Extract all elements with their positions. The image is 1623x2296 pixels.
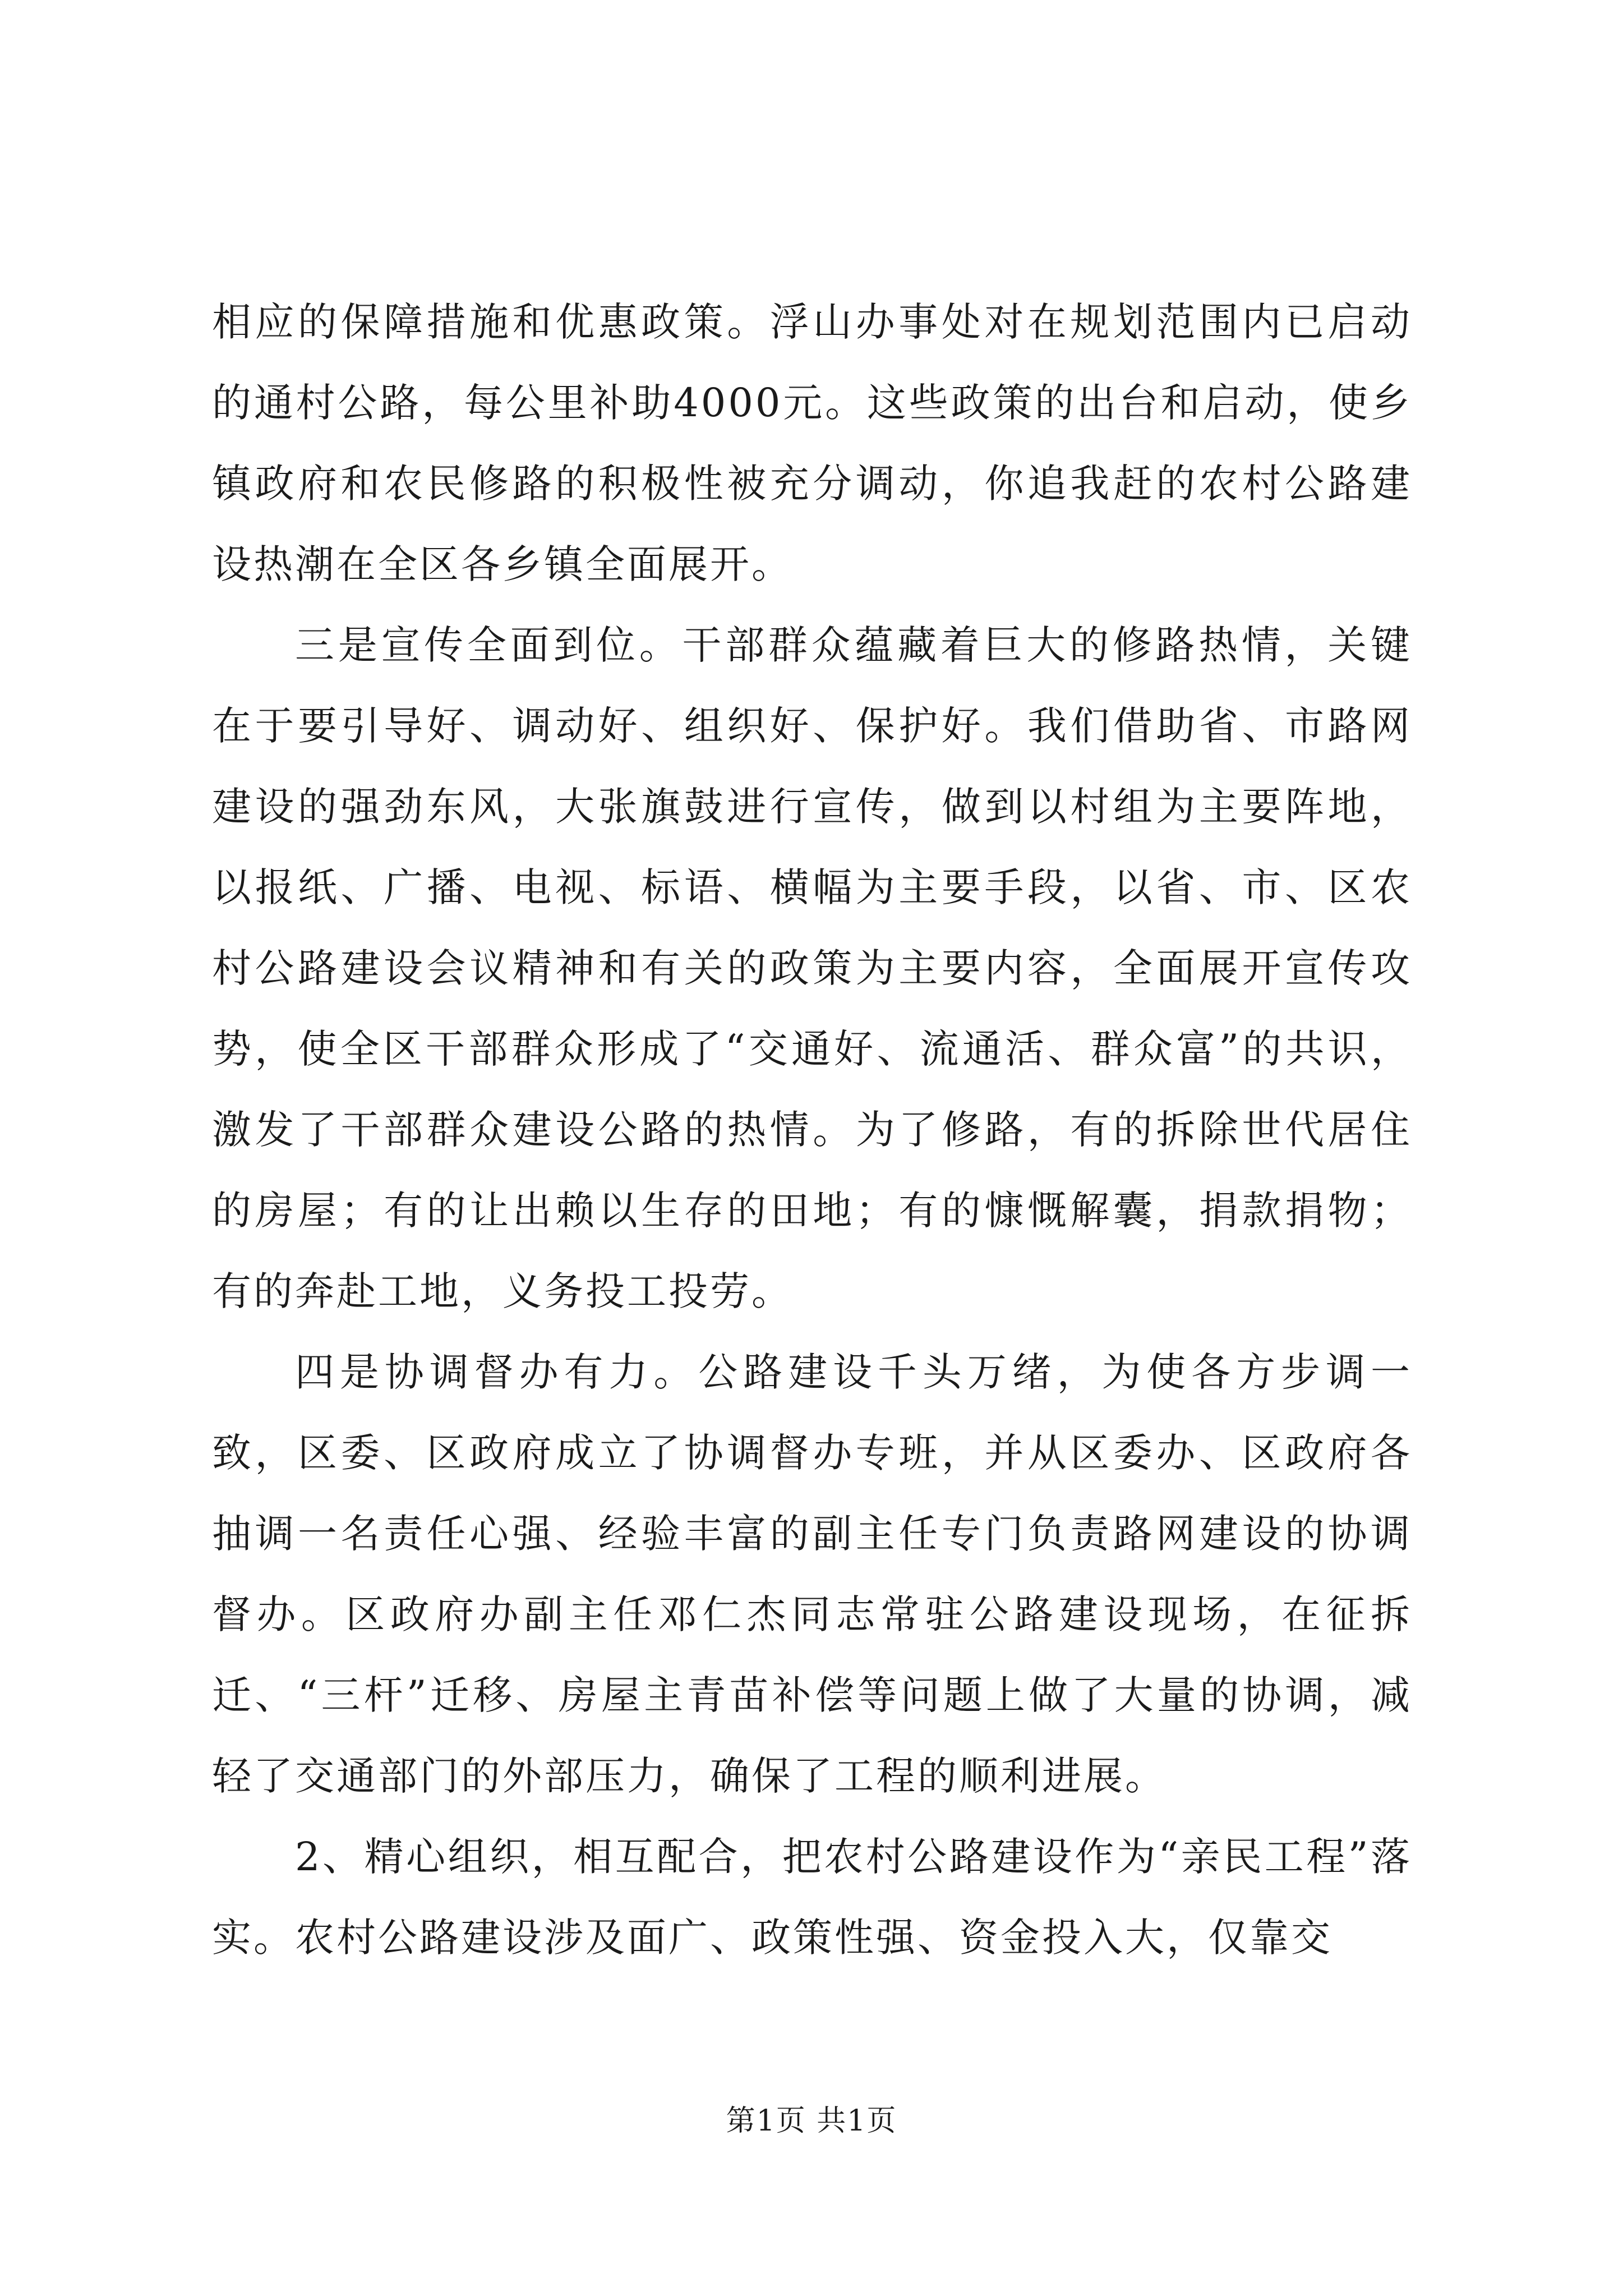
paragraph-3: 四是协调督办有力。公路建设千头万绪，为使各方步调一致，区委、区政府成立了协调督办专班，并从区委办、区政府各抽调一名责任心强、经验丰富的副主任专门负责路网建设的协调督办。区政府办副主任邓仁杰同志常驻公路建设现场，在征拆迁、“三杆”迁移、房屋主青苗补偿等问题上做了大量的协调，减轻了交通部门的外部压力，确保了工程的顺利进展。 bbox=[212, 1349, 1412, 1799]
page-number-footer: 第1页 共1页 bbox=[726, 2104, 897, 2138]
paragraph-1: 相应的保障措施和优惠政策。浮山办事处对在规划范围内已启动的通村公路，每公里补助4000元。这些政策的出台和启动，使乡镇政府和农民修路的积极性被充分调动，你追我赶的农村公路建设热潮在全区各乡镇全面展开。 bbox=[212, 299, 1412, 587]
paragraph-2: 三是宣传全面到位。干部群众蕴藏着巨大的修路热情，关键在于要引导好、调动好、组织好、保护好。我们借助省、市路网建设的强劲东风，大张旗鼓进行宣传，做到以村组为主要阵地，以报纸、广播、电视、标语、横幅为主要手段，以省、市、区农村公路建设会议精神和有关的政策为主要内容，全面展开宣传攻势，使全区干部群众形成了“交通好、流通活、群众富”的共识，激发了干部群众建设公路的热情。为了修路，有的拆除世代居住的房屋；有的让出赖以生存的田地；有的慷慨解囊，捐款捐物；有的奔赴工地，义务投工投劳。 bbox=[212, 622, 1412, 1314]
paragraph-4: 2、精心组织，相互配合，把农村公路建设作为“亲民工程”落实。农村公路建设涉及面广、政策性强、资金投入大，仅靠交 bbox=[212, 1834, 1412, 1961]
document-body bbox=[212, 282, 1412, 1978]
